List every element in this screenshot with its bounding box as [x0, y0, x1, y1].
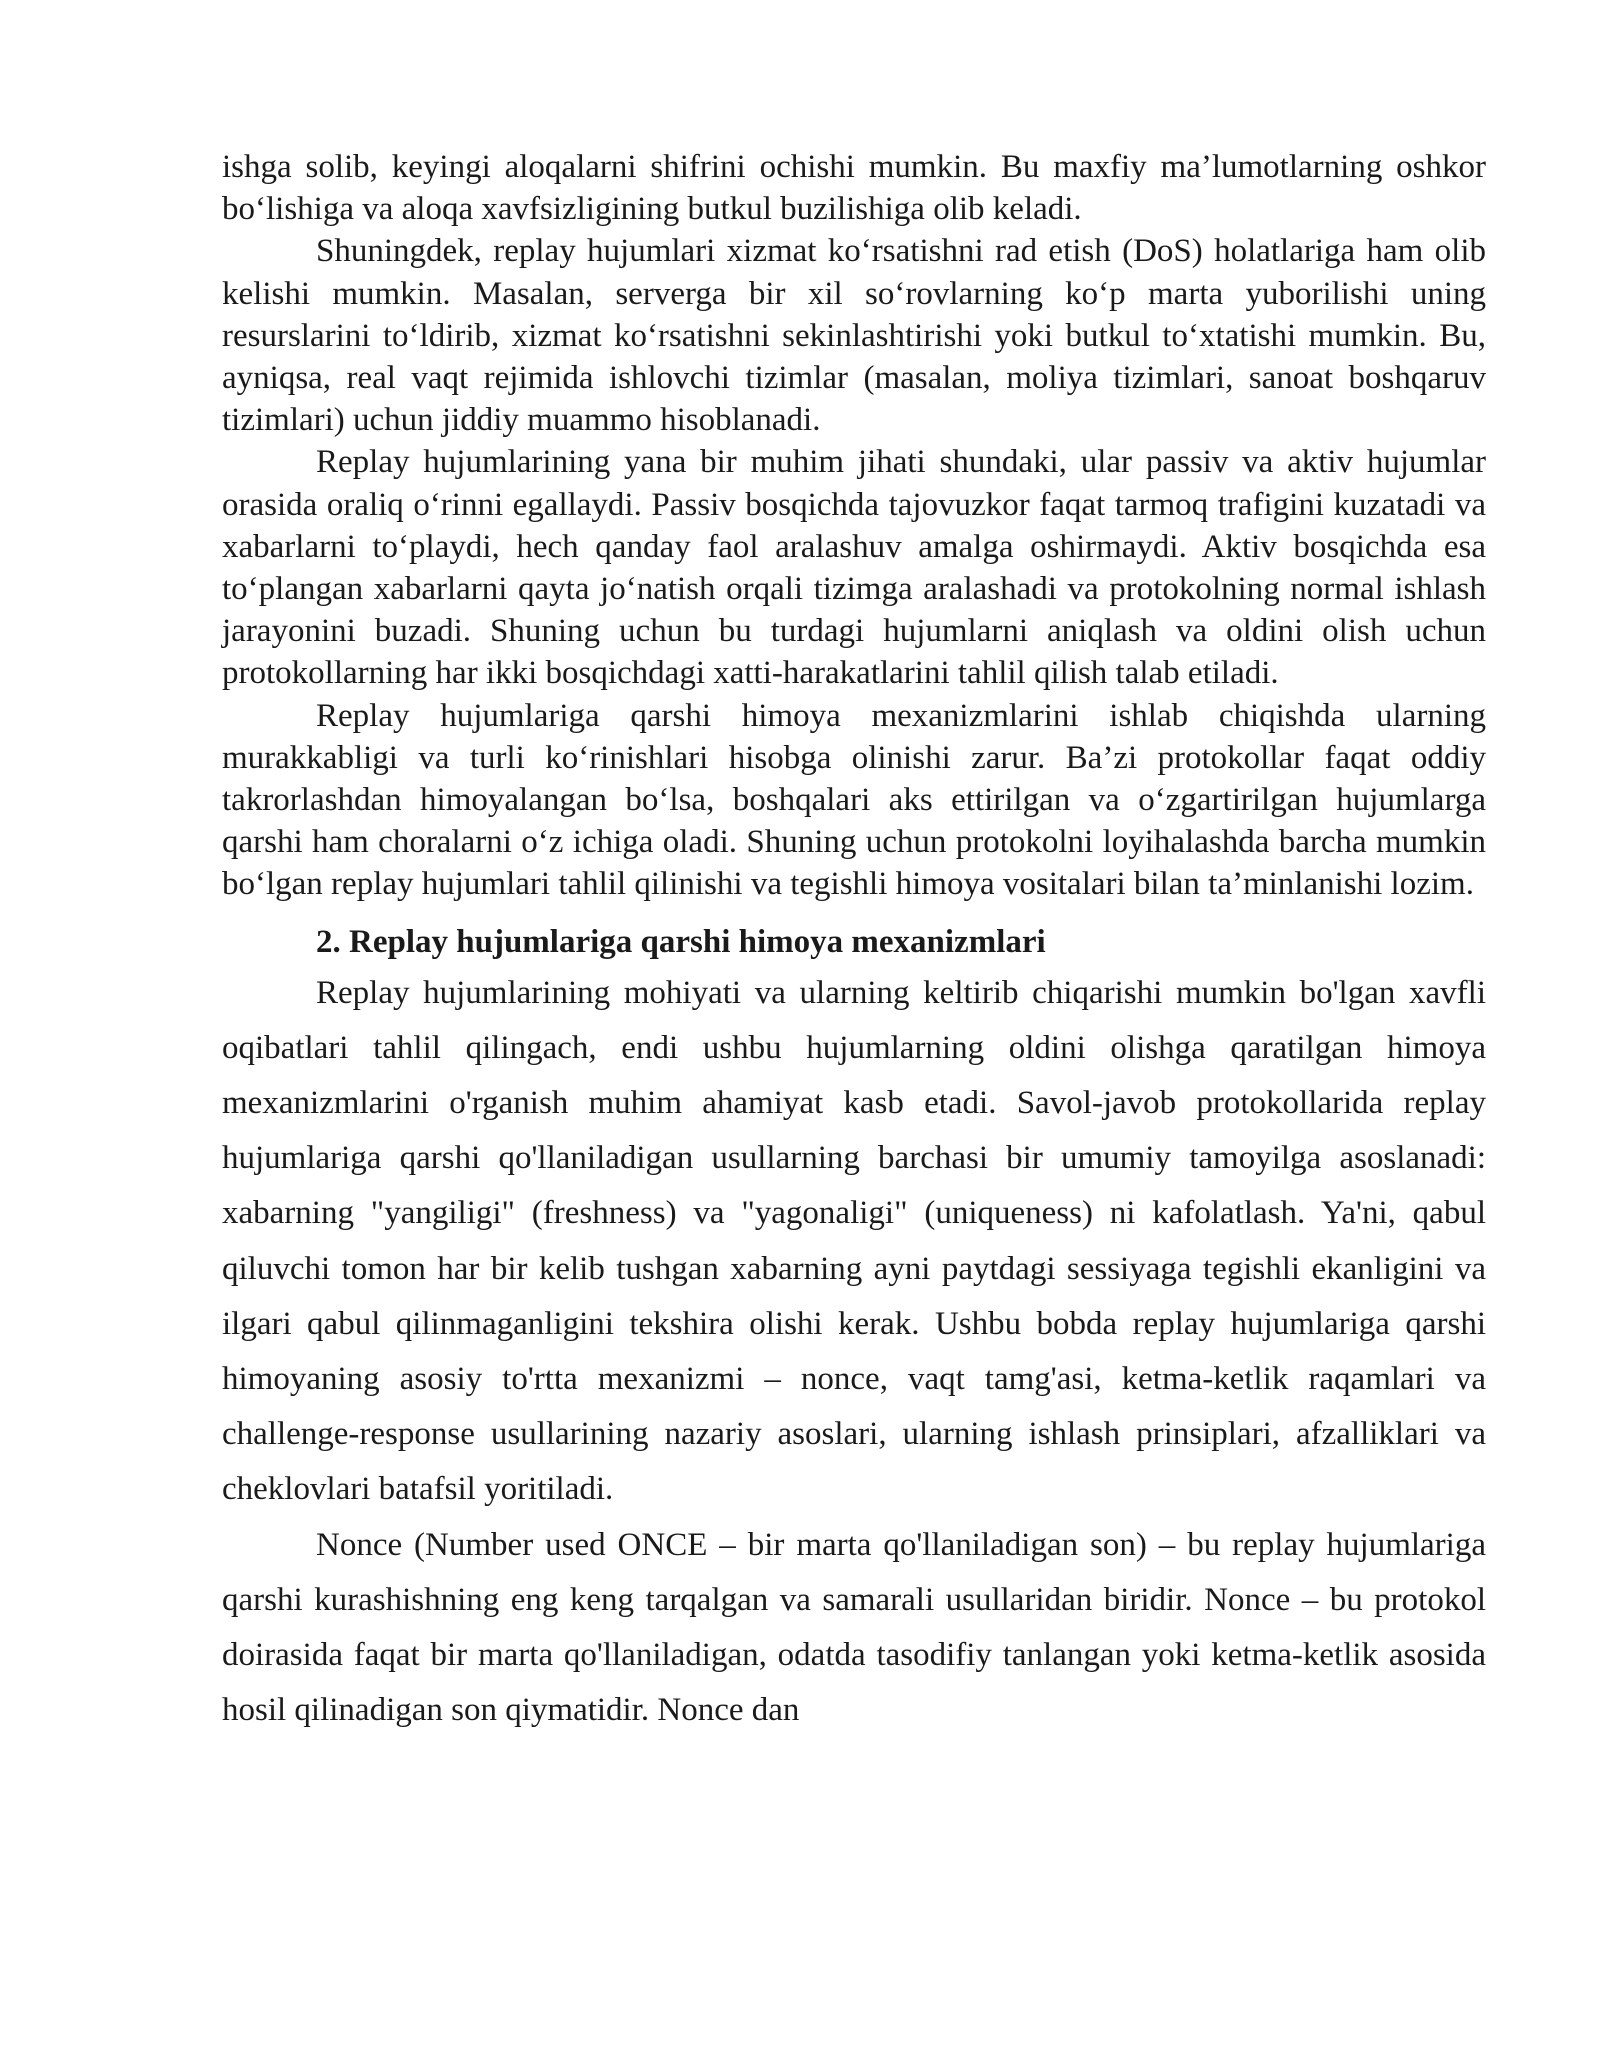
paragraph-passive-active: Replay hujumlarining yana bir muhim jihati shundaki, ular passiv va aktiv hujumlar orasida oraliq o‘rinni egallaydi. Passiv bosqichda tajovuzkor faqat tarmoq trafigini kuzatadi va xabarlarni to‘playdi, hech qanday faol aralashuv amalga oshirmaydi. Aktiv bosqichda esa to‘plangan xabarlarni qayta jo‘natish orqali tizimga aralashadi va protokolning normal ishlash jarayonini buzadi. Shuning uchun bu turdagi hujumlarni aniqlash va oldini olish uchun protokollarning har ikki bosqichdagi xatti-harakatlarini tahlil qilish talab etiladi. — [222, 444, 1486, 692]
section-heading: 2. Replay hujumlariga qarshi himoya mexanizmlari — [316, 923, 1046, 960]
text-block-top — [222, 146, 1486, 906]
paragraph-nonce: Nonce (Number used ONCE – bir marta qo'llaniladigan son) – bu replay hujumlariga qarshi kurashishning eng keng tarqalgan va samarali usullaridan biridir. Nonce – bu protokol doirasida faqat bir marta qo'llaniladigan, odatda tasodifiy tanlangan yoki ketma-ketlik asosida hosil qilinadigan son qiymatidir. Nonce dan — [222, 1526, 1486, 1729]
paragraph-continuation: ishga solib, keyingi aloqalarni shifrini ochishi mumkin. Bu maxfiy ma’lumotlarning oshkor bo‘lishiga va aloqa xavfsizligining butkul buzilishiga olib keladi. — [222, 149, 1486, 228]
paragraph-protection-design: Replay hujumlariga qarshi himoya mexanizmlarini ishlab chiqishda ularning murakkabligi va turli ko‘rinishlari hisobga olinishi zarur. Ba’zi protokollar faqat oddiy takrorlashdan himoyalangan bo‘lsa, boshqalari aks ettirilgan va o‘zgartirilgan hujumlarga qarshi ham choralarni o‘z ichiga oladi. Shuning uchun protokolni loyihalashda barcha mumkin bo‘lgan replay hujumlari tahlil qilinishi va tegishli himoya vositalari bilan ta’minlanishi lozim. — [222, 697, 1486, 903]
paragraph-mechanisms-intro: Replay hujumlarining mohiyati va ularning keltirib chiqarishi mumkin bo'lgan xavfli oqibatlari tahlil qilingach, endi ushbu hujumlarning oldini olishga qaratilgan himoya mexanizmlarini o'rganish muhim ahamiyat kasb etadi. Savol-javob protokollarida replay hujumlariga qarshi qo'llaniladigan usullarning barchasi bir umumiy tamoyilga asoslanadi: xabarning "yangiligi" (freshness) va "yagonaligi" (uniqueness) ni kafolatlash. Ya'ni, qabul qiluvchi tomon har bir kelib tushgan xabarning ayni paytdagi sessiyaga tegishli ekanligini va ilgari qabul qilinmaganligini tekshira olishi kerak. Ushbu bobda replay hujumlariga qarshi himoyaning asosiy to'rtta mexanizmi – nonce, vaqt tamg'asi, ketma-ketlik raqamlari va challenge-response usullarining nazariy asoslari, ularning ishlash prinsiplari, afzalliklari va cheklovlari batafsil yoritiladi. — [222, 974, 1486, 1508]
document-page — [222, 146, 1486, 1739]
text-block-bottom — [222, 966, 1486, 1739]
paragraph-dos: Shuningdek, replay hujumlari xizmat ko‘rsatishni rad etish (DoS) holatlariga ham olib kelishi mumkin. Masalan, serverga bir xil so‘rovlarning ko‘p marta yuborilishi uning resurslarini to‘ldirib, xizmat ko‘rsatishni sekinlashtirishi yoki butkul to‘xtatishi mumkin. Bu, ayniqsa, real vaqt rejimida ishlovchi tizimlar (masalan, moliya tizimlari, sanoat boshqaruv tizimlari) uchun jiddiy muammo hisoblanadi. — [222, 233, 1486, 439]
